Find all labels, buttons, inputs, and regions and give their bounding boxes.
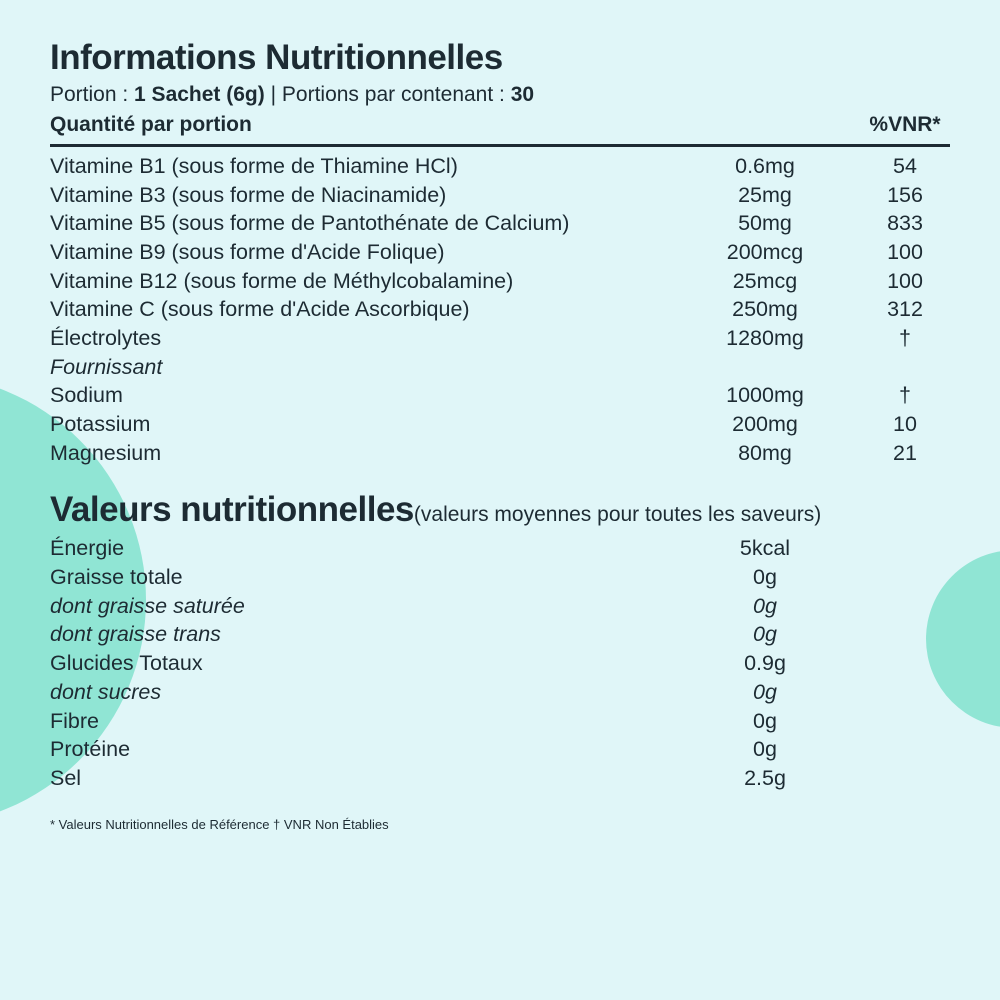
nutrient-row: [50, 267, 950, 296]
nutrient-name: Fournissant: [50, 354, 163, 379]
value-row: [50, 621, 950, 650]
nutrient-name: Glucides Totaux: [50, 651, 203, 676]
nutrient-name: Protéine: [50, 737, 131, 762]
value-row: [50, 535, 950, 564]
nutrient-dv: 21: [893, 440, 917, 465]
nutrient-name: dont sucres: [50, 679, 162, 704]
nutrient-amount: 50mg: [738, 211, 792, 236]
nutrient-row: [50, 295, 950, 324]
nutrient-dv: 100: [887, 239, 923, 264]
nutrient-dv: 833: [887, 211, 923, 236]
serving-size: 1 Sachet (6g): [134, 83, 265, 106]
nutrient-amount: 250mg: [732, 297, 798, 322]
value-row: [50, 764, 950, 793]
nutrient-name: Électrolytes: [50, 325, 162, 350]
page-title: Informations Nutritionnelles: [50, 38, 503, 77]
nutrient-name: Énergie: [50, 536, 125, 561]
values-table: [50, 535, 950, 793]
nutrient-name: Sodium: [50, 383, 123, 408]
nutrient-amount: 1000mg: [726, 383, 804, 408]
nutrient-amount: 0g: [753, 737, 777, 762]
value-row: [50, 592, 950, 621]
nutrient-amount: 200mcg: [726, 239, 804, 264]
nutrient-name: Vitamine B1 (sous forme de Thiamine HCl): [50, 153, 458, 178]
nutrient-amount: 200mg: [732, 412, 798, 437]
serving-prefix: Portion :: [50, 83, 135, 106]
nutrient-row: [50, 209, 950, 238]
nutrient-amount: 5kcal: [739, 536, 791, 561]
nutrient-name: Fibre: [50, 708, 99, 733]
nutrient-name: Vitamine B3 (sous forme de Niacinamide): [50, 182, 447, 207]
nutrient-name: Potassium: [50, 412, 151, 437]
nutrient-name: Graisse totale: [50, 565, 183, 590]
nutrient-amount: 25mg: [738, 182, 792, 207]
nutrient-table: [50, 152, 950, 468]
nutrient-name: dont graisse saturée: [50, 593, 245, 618]
value-row: [50, 649, 950, 678]
nutrient-amount: 0g: [753, 593, 777, 618]
nutrient-amount: 0.6mg: [735, 153, 795, 178]
nutrient-name: Vitamine B5 (sous forme de Pantothénate de Calcium): [50, 211, 570, 236]
nutrient-name: dont graisse trans: [50, 622, 221, 647]
nutrient-amount: 0g: [753, 622, 777, 647]
serving-info: [50, 83, 950, 107]
serving-separator: | Portions par contenant :: [264, 83, 511, 106]
nutrient-name: Vitamine B12 (sous forme de Méthylcobalamine): [50, 268, 514, 293]
nutrient-row: [50, 238, 950, 267]
nutrient-row: [50, 152, 950, 181]
nutrient-amount: 25mcg: [732, 268, 798, 293]
nutrient-name: Vitamine B9 (sous forme d'Acide Folique): [50, 239, 445, 264]
nutrient-dv: 156: [887, 182, 923, 207]
value-row: [50, 707, 950, 736]
nutrient-name: Vitamine C (sous forme d'Acide Ascorbique): [50, 297, 470, 322]
dv-header-label: %VNR*: [869, 113, 941, 136]
servings-per-container: 30: [510, 83, 535, 106]
amount-per-serving-label: Quantité par portion: [50, 113, 252, 136]
value-row: [50, 735, 950, 764]
footnote: * Valeurs Nutritionnelles de Référence † VNR Non Établies: [50, 816, 389, 832]
nutrient-dv: 100: [887, 268, 923, 293]
nutrient-amount: 80mg: [738, 440, 792, 465]
values-section-title: [50, 489, 950, 529]
nutrient-dv: 10: [893, 412, 917, 437]
value-row: [50, 678, 950, 707]
nutrient-dv: 54: [893, 153, 917, 178]
nutrient-dv: †: [899, 325, 911, 350]
values-title-text: Valeurs nutritionnelles: [50, 489, 414, 529]
nutrient-amount: 1280mg: [726, 325, 804, 350]
values-subtitle-text: (valeurs moyennes pour toutes les saveurs): [413, 502, 822, 526]
nutrient-amount: 0g: [753, 565, 777, 590]
nutrient-row: [50, 324, 950, 353]
nutrient-dv: 312: [887, 297, 923, 322]
value-row: [50, 563, 950, 592]
nutrient-row: [50, 382, 950, 411]
nutrient-row: [50, 353, 950, 382]
nutrient-row: [50, 181, 950, 210]
nutrient-name: Magnesium: [50, 440, 162, 465]
nutrient-amount: 0.9g: [744, 651, 786, 676]
nutrient-amount: 0g: [753, 679, 777, 704]
nutrient-row: [50, 439, 950, 468]
nutrient-name: Sel: [50, 765, 82, 790]
nutrient-dv: †: [899, 383, 911, 408]
table-header: [50, 111, 950, 138]
header-divider: [50, 144, 950, 147]
nutrient-amount: 0g: [753, 708, 777, 733]
nutrient-row: [50, 410, 950, 439]
nutrient-amount: 2.5g: [744, 765, 786, 790]
